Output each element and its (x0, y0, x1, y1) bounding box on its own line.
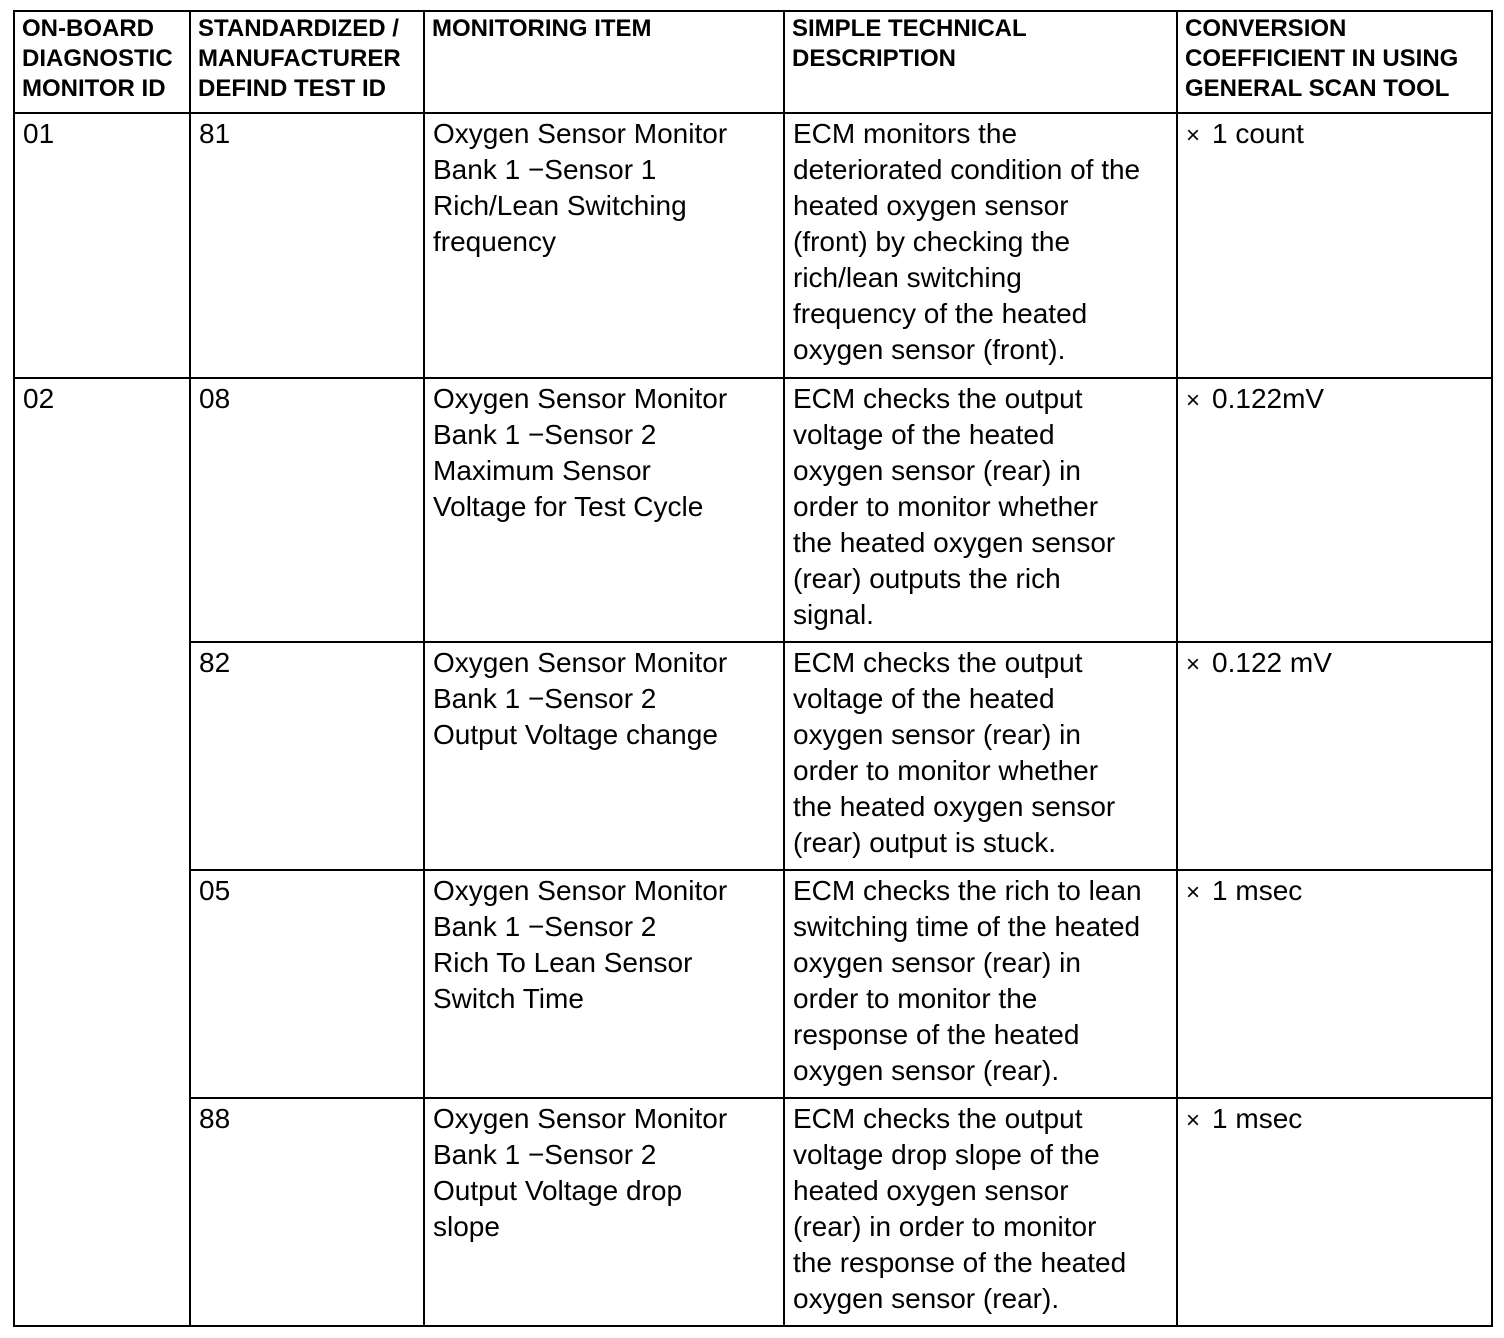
cell-monitoring-item: Oxygen Sensor Monitor Bank 1 −Sensor 1 Rich/Lean Switching frequency (424, 113, 784, 378)
table-row (14, 870, 1492, 1098)
cell-test-id: 88 (190, 1098, 424, 1326)
conversion-value: 1 count (1212, 118, 1304, 149)
table-row (14, 113, 1492, 378)
multiply-symbol: × (1186, 1107, 1201, 1134)
conversion-value: 1 msec (1212, 1103, 1303, 1134)
cell-test-id: 08 (190, 378, 424, 642)
conversion-value: 0.122 mV (1212, 647, 1332, 678)
multiply-symbol: × (1186, 879, 1201, 906)
header-monitor-id: ON-BOARD DIAGNOSTIC MONITOR ID (14, 11, 190, 113)
cell-monitoring-item: Oxygen Sensor Monitor Bank 1 −Sensor 2 Maximum Sensor Voltage for Test Cycle (424, 378, 784, 642)
cell-monitoring-item: Oxygen Sensor Monitor Bank 1 −Sensor 2 Rich To Lean Sensor Switch Time (424, 870, 784, 1098)
cell-description: ECM monitors the deteriorated condition of the heated oxygen sensor (front) by checking the rich/lean switching frequency of the heated oxygen sensor (front). (784, 113, 1177, 378)
cell-test-id: 05 (190, 870, 424, 1098)
header-description: SIMPLE TECHNICAL DESCRIPTION (784, 11, 1177, 113)
conversion-value: 1 msec (1212, 875, 1303, 906)
multiply-symbol: × (1186, 122, 1201, 149)
header-test-id: STANDARDIZED / MANUFACTURER DEFIND TEST ID (190, 11, 424, 113)
table-header-row (14, 11, 1492, 113)
cell-test-id: 81 (190, 113, 424, 378)
obd-monitor-table (13, 10, 1493, 1327)
cell-monitor-id: 01 (14, 113, 190, 378)
multiply-symbol: × (1186, 651, 1201, 678)
cell-conversion (1177, 1098, 1492, 1326)
cell-conversion (1177, 113, 1492, 378)
header-monitoring-item: MONITORING ITEM (424, 11, 784, 113)
cell-monitor-id: 02 (14, 378, 190, 1326)
table-row (14, 1098, 1492, 1326)
multiply-symbol: × (1186, 387, 1201, 414)
cell-monitoring-item: Oxygen Sensor Monitor Bank 1 −Sensor 2 Output Voltage change (424, 642, 784, 870)
cell-description: ECM checks the output voltage of the heated oxygen sensor (rear) in order to monitor whether the heated oxygen sensor (rear) output is stuck. (784, 642, 1177, 870)
conversion-value: 0.122mV (1212, 383, 1325, 414)
cell-conversion (1177, 642, 1492, 870)
cell-description: ECM checks the output voltage drop slope of the heated oxygen sensor (rear) in order to monitor the response of the heated oxygen sensor (rear). (784, 1098, 1177, 1326)
cell-description: ECM checks the rich to lean switching time of the heated oxygen sensor (rear) in order to monitor the response of the heated oxygen sensor (rear). (784, 870, 1177, 1098)
table-row (14, 378, 1492, 642)
cell-description: ECM checks the output voltage of the heated oxygen sensor (rear) in order to monitor whether the heated oxygen sensor (rear) outputs the rich signal. (784, 378, 1177, 642)
cell-test-id: 82 (190, 642, 424, 870)
table-row (14, 642, 1492, 870)
cell-conversion (1177, 378, 1492, 642)
header-conversion: CONVERSION COEFFICIENT IN USING GENERAL SCAN TOOL (1177, 11, 1492, 113)
cell-monitoring-item: Oxygen Sensor Monitor Bank 1 −Sensor 2 Output Voltage drop slope (424, 1098, 784, 1326)
cell-conversion (1177, 870, 1492, 1098)
